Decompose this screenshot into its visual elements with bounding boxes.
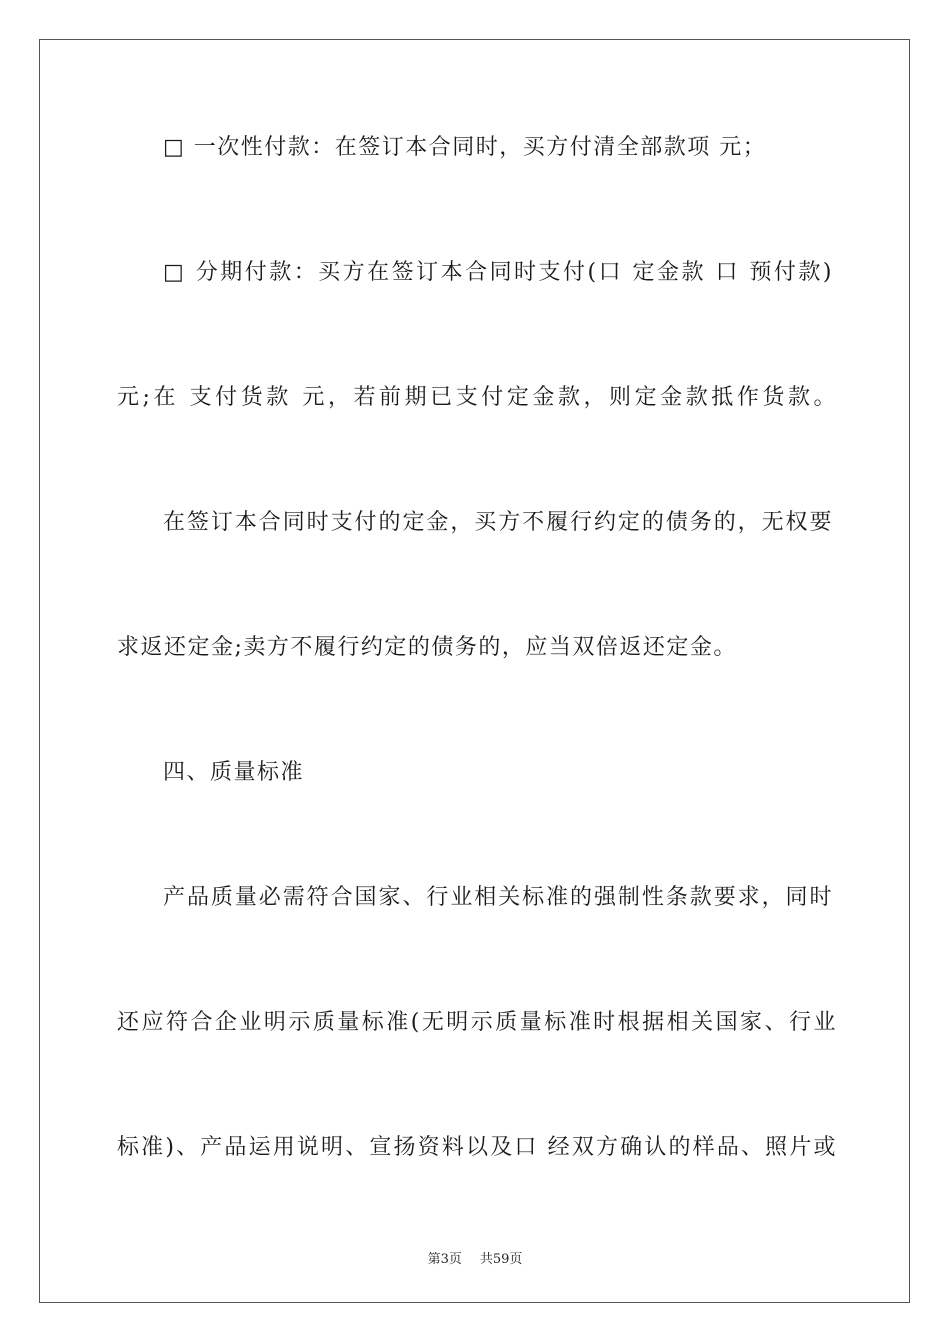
page-number-current: 第3页: [427, 1252, 462, 1267]
paragraph-line-installment-continued: 元;在 支付货款 元，若前期已支付定金款，则定金款抵作货款。: [117, 385, 837, 410]
page-number-total: 共59页: [479, 1252, 523, 1267]
paragraph-line-installment-payment: □ 分期付款：买方在签订本合同时支付(口 定金款 口 预付款): [163, 260, 833, 285]
paragraph-line-quality-requirement-continued: 还应符合企业明示质量标准(无明示质量标准时根据相关国家、行业: [117, 1010, 837, 1035]
paragraph-line-quality-requirement: 产品质量必需符合国家、行业相关标准的强制性条款要求，同时: [163, 885, 833, 910]
paragraph-line-lump-sum-payment: □ 一次性付款：在签订本合同时，买方付清全部款项 元；: [163, 135, 767, 160]
paragraph-line-deposit-terms-continued: 求返还定金;卖方不履行约定的债务的，应当双倍返还定金。: [117, 635, 737, 660]
page-footer: [0, 1248, 950, 1267]
paragraph-line-deposit-terms: 在签订本合同时支付的定金，买方不履行约定的债务的，无权要: [163, 510, 833, 535]
page-frame: [39, 39, 910, 1303]
paragraph-line-quality-requirement-end: 标准)、产品运用说明、宣扬资料以及口 经双方确认的样品、照片或: [117, 1135, 837, 1160]
section-heading-quality-standard: 四、质量标准: [163, 760, 305, 785]
